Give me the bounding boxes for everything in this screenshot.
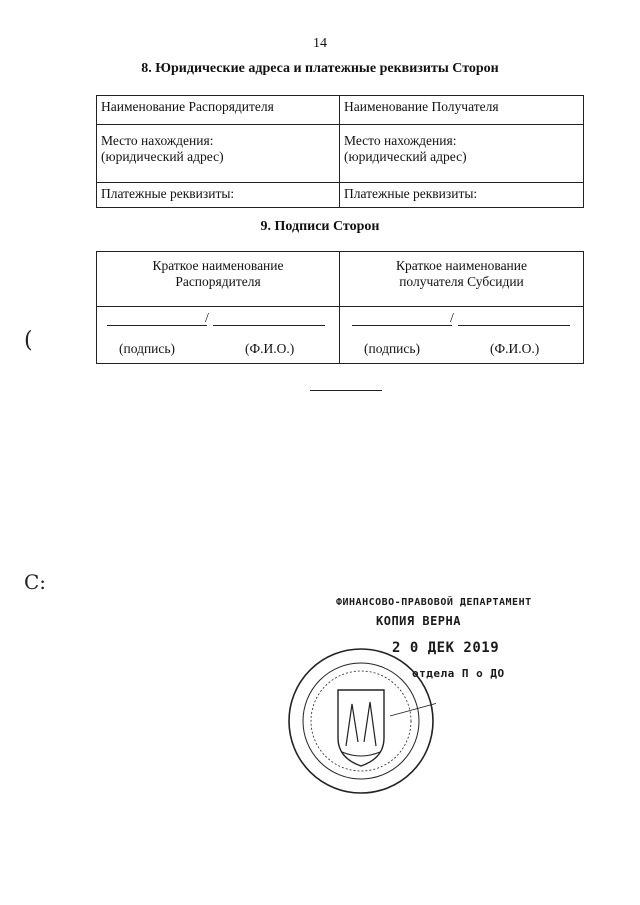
table-row: [97, 252, 584, 307]
stamp-date: 2 0 ДЕК 2019: [392, 640, 500, 656]
recipient-short-name: Краткое наименование получателя Субсидии: [340, 252, 584, 307]
margin-mark: (: [24, 328, 33, 353]
recipient-name-cell: Наименование Получателя: [340, 96, 584, 125]
end-of-document-rule: [310, 390, 382, 391]
distributor-payment-cell: Платежные реквизиты:: [97, 183, 340, 208]
recipient-payment-cell: Платежные реквизиты:: [340, 183, 584, 208]
distributor-short-name: Краткое наименование Распорядителя: [97, 252, 340, 307]
table-row: [97, 125, 584, 183]
stamp-certified-copy: КОПИЯ ВЕРНА: [376, 614, 461, 628]
distributor-address-cell: Место нахождения: (юридический адрес): [97, 125, 340, 183]
signature-caption: (подпись): [119, 341, 176, 356]
table-row: [97, 96, 584, 125]
recipient-signature-cell: [340, 307, 584, 364]
signature-slash: /: [205, 311, 209, 326]
signatures-table: [96, 251, 584, 364]
signature-line: [107, 325, 207, 326]
signature-slash: /: [450, 311, 454, 326]
table-row: [97, 307, 584, 364]
stamp-division: отдела П о ДО: [412, 667, 505, 680]
fio-caption: (Ф.И.О.): [490, 341, 540, 356]
recipient-address-cell: Место нахождения: (юридический адрес): [340, 125, 584, 183]
distributor-name-cell: Наименование Распорядителя: [97, 96, 340, 125]
page-number: 14: [313, 36, 327, 51]
fio-caption: (Ф.И.О.): [245, 341, 295, 356]
requisites-table: [96, 95, 584, 208]
section-9-title: 9. Подписи Сторон: [260, 219, 380, 234]
fio-line: [213, 325, 325, 326]
fio-line: [458, 325, 570, 326]
official-seal-icon: [286, 646, 436, 796]
distributor-signature-cell: [97, 307, 340, 364]
signature-caption: (подпись): [364, 341, 421, 356]
section-8-title: 8. Юридические адреса и платежные реквизиты Сторон: [141, 61, 499, 76]
signature-line: [352, 325, 452, 326]
table-row: [97, 183, 584, 208]
margin-mark: C:: [24, 570, 47, 594]
stamp-department-line: ФИНАНСОВО-ПРАВОВОЙ ДЕПАРТАМЕНТ: [336, 597, 532, 608]
